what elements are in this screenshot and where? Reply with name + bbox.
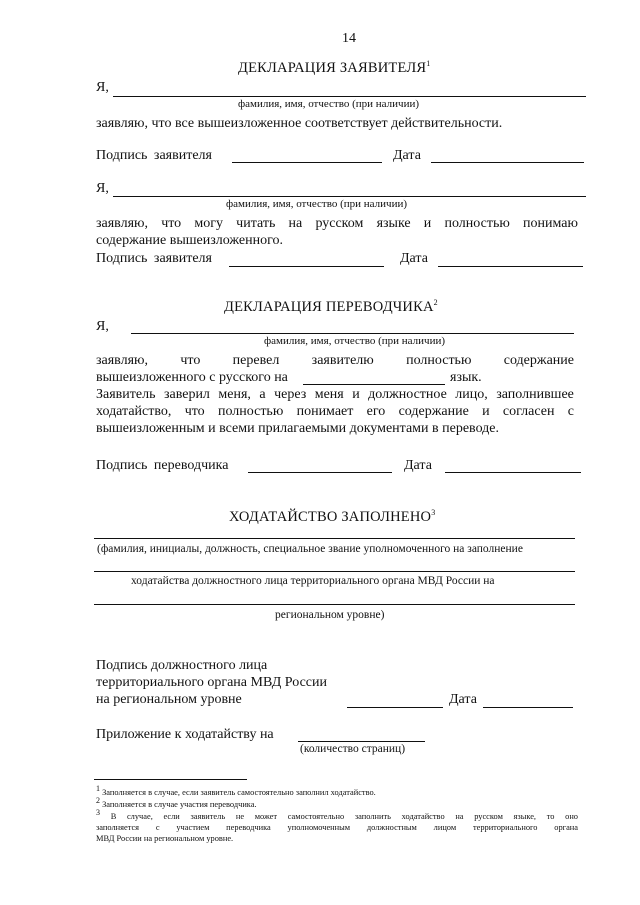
translator-date-label: Дата [404, 458, 432, 473]
footnote-separator [94, 779, 247, 780]
translator-name-caption: фамилия, имя, отчество (при наличии) [264, 335, 446, 347]
official-signature-line-3: на региональном уровне [96, 692, 242, 707]
footnote-1: 1 Заполняется в случае, если заявитель самостоятельно заполнил ходатайство. [96, 784, 376, 797]
official-date-field[interactable] [483, 707, 573, 708]
official-signature-field[interactable] [347, 707, 443, 708]
page-number: 14 [342, 31, 356, 46]
applicant-signature-label: Подпись заявителя [96, 148, 212, 163]
translator-i-label: Я, [96, 319, 109, 334]
translator-language-field[interactable] [303, 384, 445, 385]
translator-line-1: заявляю, что перевел заявителю полностью содержание [96, 353, 574, 368]
applicant-signature-field-2[interactable] [229, 266, 384, 267]
applicant-name-caption-2: фамилия, имя, отчество (при наличии) [226, 198, 408, 210]
footnote-2: 2 Заполняется в случае участия переводчика. [96, 796, 257, 809]
official-signature-line-1: Подпись должностного лица [96, 658, 268, 673]
footnote-ref-3: 3 [431, 508, 436, 518]
applicant-name-caption: фамилия, имя, отчество (при наличии) [238, 98, 420, 110]
applicant-date-label-2: Дата [400, 251, 428, 266]
translator-signature-field[interactable] [248, 472, 392, 473]
footnote-ref-2: 2 [433, 298, 438, 308]
applicant-date-label: Дата [393, 148, 421, 163]
attachment-pages-field[interactable] [298, 741, 425, 742]
footnote-ref-1: 1 [426, 59, 431, 69]
applicant-i-label: Я, [96, 80, 109, 95]
translator-line-2-left: вышеизложенного с русского на [96, 370, 288, 385]
applicant-statement-2-line-1: заявляю, что могу читать на русском языке и полностью понимаю [96, 216, 578, 231]
attachment-pages-caption: (количество страниц) [300, 743, 406, 755]
attachment-label: Приложение к ходатайству на [96, 727, 274, 742]
official-caption-1: (фамилия, инициалы, должность, специальное звание уполномоченного на заполнение [97, 543, 523, 555]
applicant-declaration-title: ДЕКЛАРАЦИЯ ЗАЯВИТЕЛЯ$^1$ [238, 59, 431, 76]
translator-line-5: вышеизложенным и всеми прилагаемыми документами в переводе. [96, 421, 500, 436]
applicant-name-field[interactable] [113, 96, 586, 97]
applicant-date-field[interactable] [431, 162, 584, 163]
translator-line-4: ходатайство, что полностью понимает его содержание и согласен с [96, 404, 574, 419]
applicant-statement-2-line-2: содержание вышеизложенного. [96, 233, 283, 248]
applicant-i-label-2: Я, [96, 181, 109, 196]
applicant-date-field-2[interactable] [438, 266, 583, 267]
applicant-signature-field[interactable] [232, 162, 382, 163]
translator-declaration-title: ДЕКЛАРАЦИЯ ПЕРЕВОДЧИКА$^2$ [224, 298, 438, 315]
official-signature-line-2: территориального органа МВД России [96, 675, 328, 690]
translator-line-3: Заявитель заверил меня, а через меня и должностное лицо, заполнившее [96, 387, 574, 402]
footnote-3: 3 В случае, если заявитель не может самостоятельно заполнить ходатайство на русском языке, то оно заполняется с участием переводчика уполномоченным должностным лицом территориального органа МВД России на региональном уровне. [96, 808, 578, 843]
filled-title: ХОДАТАЙСТВО ЗАПОЛНЕНО$^3$ [229, 508, 436, 525]
official-position-field[interactable] [94, 571, 575, 572]
official-date-label: Дата [449, 692, 477, 707]
applicant-statement-1: заявляю, что все вышеизложенное соответствует действительности. [96, 116, 503, 131]
official-caption-3: региональном уровне) [275, 609, 385, 621]
official-region-field[interactable] [94, 604, 575, 605]
translator-line-2-right: язык. [450, 370, 482, 385]
applicant-signature-label-2: Подпись заявителя [96, 251, 212, 266]
applicant-name-field-2[interactable] [113, 196, 586, 197]
official-name-field[interactable] [94, 538, 575, 539]
translator-name-field[interactable] [131, 333, 574, 334]
official-caption-2: ходатайства должностного лица территориального органа МВД России на [131, 575, 495, 587]
translator-signature-label: Подпись переводчика [96, 458, 229, 473]
translator-date-field[interactable] [445, 472, 581, 473]
